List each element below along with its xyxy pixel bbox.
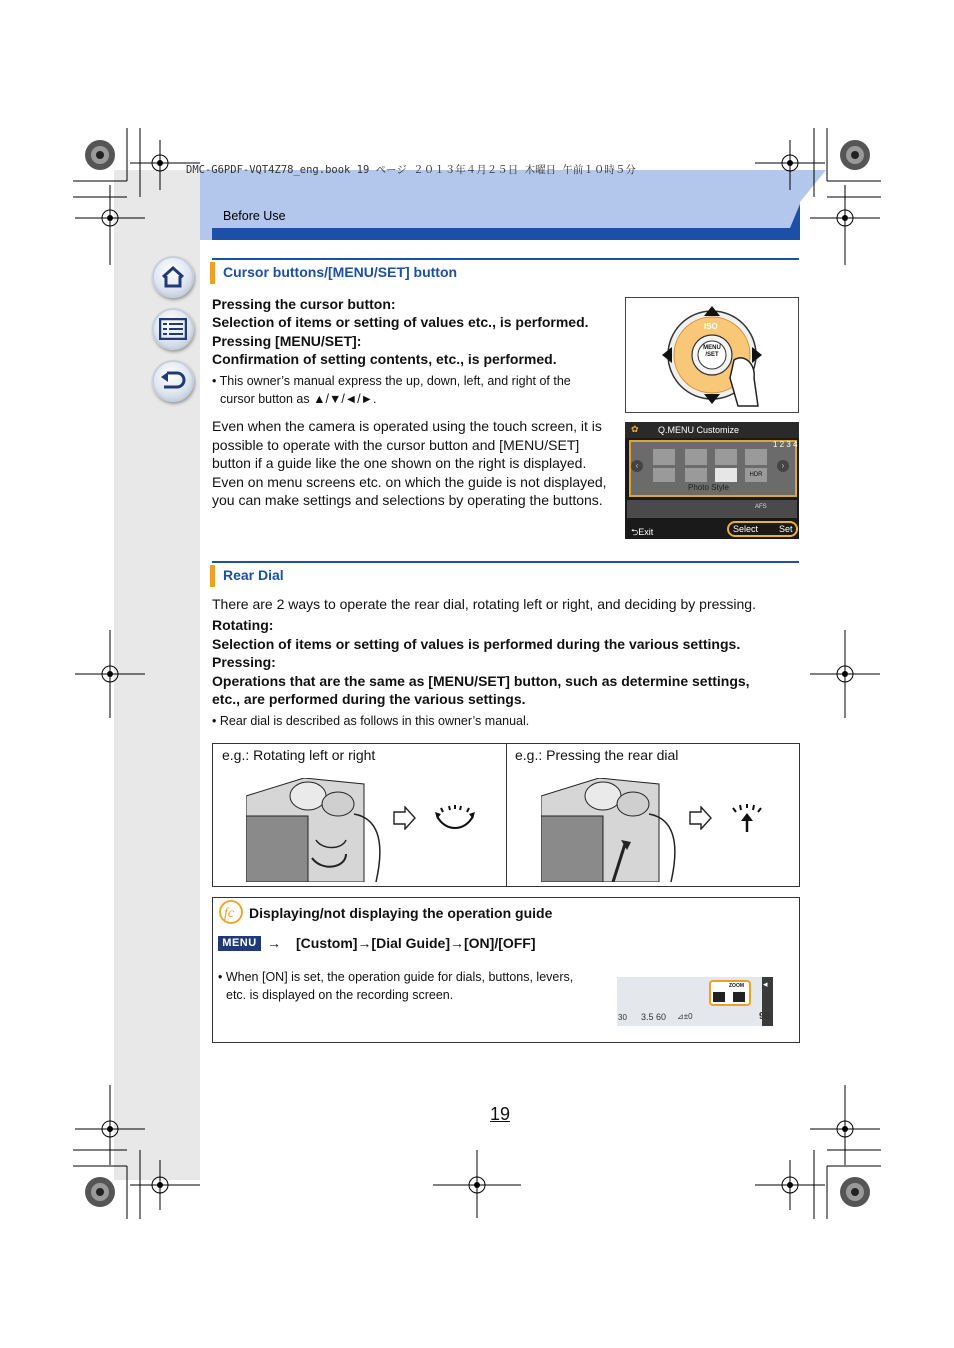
cursor-paragraph: Even when the camera is operated using the touch screen, it is possible to operate with the cursor button and [MENU/SET] button if a guide like the one shown on the right is displayed. Even on menu screens etc. on which the guide is not displayed, you can make settings and selections by operating the buttons.: [212, 418, 607, 509]
dial-rotate-icon: [433, 804, 477, 834]
cursor-section-heading: [212, 258, 799, 286]
menu-badge: MENU: [218, 936, 261, 951]
right-outline-arrow-icon-2: [689, 806, 713, 830]
rear-bold-5: etc., are performed during the various settings.: [212, 691, 526, 707]
menu-path: [Custom]→[Dial Guide]→[ON]/[OFF]: [296, 935, 536, 951]
info-note-line-1: • When [ON] is set, the operation guide for dials, buttons, levers,: [218, 970, 574, 984]
rear-bold-4: Operations that are the same as [MENU/SET] button, such as determine settings,: [212, 673, 750, 689]
qmenu-slot-6: [685, 468, 707, 482]
recording-screen-figure: [617, 977, 773, 1026]
home-icon: [160, 264, 186, 290]
exposure-value: ⊿±0: [677, 1012, 693, 1021]
rear-dial-example-table: [212, 743, 800, 887]
rear-dial-section-title: Rear Dial: [223, 567, 284, 583]
info-note-line-2: etc. is displayed on the recording screen.: [226, 988, 454, 1002]
qmenu-customize-figure: [625, 422, 799, 539]
camera-rotate-illustration: [246, 778, 391, 882]
aperture-value: 3.5: [641, 1012, 654, 1022]
cursor-bold-3: Pressing [MENU/SET]:: [212, 333, 362, 349]
list-icon: [159, 318, 187, 340]
menu-path-arrow: →: [267, 935, 281, 951]
example-rotating-label: e.g.: Rotating left or right: [222, 747, 376, 763]
cursor-bold-2: Selection of items or setting of values etc., is performed.: [212, 314, 589, 330]
return-arrow-icon: [159, 369, 187, 393]
rear-dial-section-heading: [212, 561, 799, 589]
rear-dial-note: • Rear dial is described as follows in this owner’s manual.: [212, 714, 530, 728]
cursor-bold-1: Pressing the cursor button:: [212, 296, 396, 312]
cursor-section-title: Cursor buttons/[MENU/SET] button: [223, 264, 458, 280]
table-divider: [506, 744, 507, 886]
rear-bold-3: Pressing:: [212, 654, 276, 670]
qmenu-slot-1: [653, 449, 675, 465]
cursor-button-figure: [625, 297, 799, 413]
exit-label-text: Exit: [638, 527, 654, 537]
home-button[interactable]: [152, 256, 194, 298]
heading-accent-bar: [210, 262, 215, 284]
qmenu-slot-selected: [715, 468, 737, 482]
qmenu-slot-5: [653, 468, 675, 482]
svg-text:fc: fc: [224, 906, 235, 921]
cursor-note-line-1: • This owner’s manual express the up, down, left, and right of the: [212, 374, 571, 388]
select-label: Select: [733, 524, 759, 534]
scroll-right-icon: ›: [777, 460, 789, 472]
guide-icon-right: [733, 992, 745, 1002]
cursor-bold-4: Confirmation of setting contents, etc., is performed.: [212, 351, 557, 367]
camera-press-illustration: [541, 778, 686, 882]
back-button[interactable]: [152, 360, 194, 402]
heading-accent-bar: [210, 565, 215, 587]
shots-remaining: 98: [759, 1011, 771, 1022]
info-box-title: Displaying/not displaying the operation guide: [249, 905, 553, 921]
dial-press-icon: [729, 802, 765, 834]
guide-icon-left: [713, 992, 725, 1002]
print-metadata: DMC-G6PDF-VQT4Z78_eng.book 19 ページ ２０１３年４月２５日 木曜日 午前１０時５分: [186, 164, 636, 176]
photo-style-caption: Photo Style: [688, 483, 729, 492]
exit-label: ⮌Exit: [631, 527, 654, 537]
qmenu-slot-3: [715, 449, 737, 465]
scroll-left-icon: ‹: [631, 460, 643, 472]
zoom-label: ZOOM: [729, 983, 744, 989]
qmenu-title: Q.MENU Customize: [658, 425, 740, 435]
exposure-value-text: ±0: [683, 1012, 693, 1021]
menu-set-label-top: MENU: [703, 345, 721, 351]
rear-dial-intro: There are 2 ways to operate the rear dial, rotating left or right, and deciding by pressing.: [212, 596, 756, 612]
set-label: Set: [779, 524, 793, 534]
menu-set-label-bottom: /SET: [705, 352, 719, 358]
section-label: Before Use: [223, 209, 286, 223]
custom-icon: ✿: [631, 424, 639, 434]
side-tab-arrow-icon: ◂: [763, 979, 768, 989]
rear-bold-1: Rotating:: [212, 617, 274, 633]
cursor-note-line-2: cursor button as ▲/▼/◄/►.: [220, 392, 377, 406]
hdr-label: HDR: [745, 468, 767, 482]
rear-bold-2: Selection of items or setting of values is performed during the various settings.: [212, 636, 741, 652]
qmenu-slot-4: [745, 449, 767, 465]
page-number: 19: [490, 1104, 511, 1124]
left-readout: 30: [618, 1013, 627, 1022]
right-outline-arrow-icon: [393, 806, 417, 830]
menu-set-label: [702, 345, 722, 359]
header-band: [200, 170, 826, 240]
afs-label: AFS: [755, 504, 767, 510]
qmenu-bottom-row: [627, 500, 797, 518]
shutter-value: 60: [656, 1012, 667, 1022]
custom-menu-icon: [219, 900, 243, 924]
example-pressing-label: e.g.: Pressing the rear dial: [515, 747, 679, 763]
page-indicator: 1 2 3 4: [773, 440, 798, 449]
iso-label: ISO: [704, 322, 718, 331]
qmenu-slot-2: [685, 449, 707, 465]
contents-button[interactable]: [152, 308, 194, 350]
